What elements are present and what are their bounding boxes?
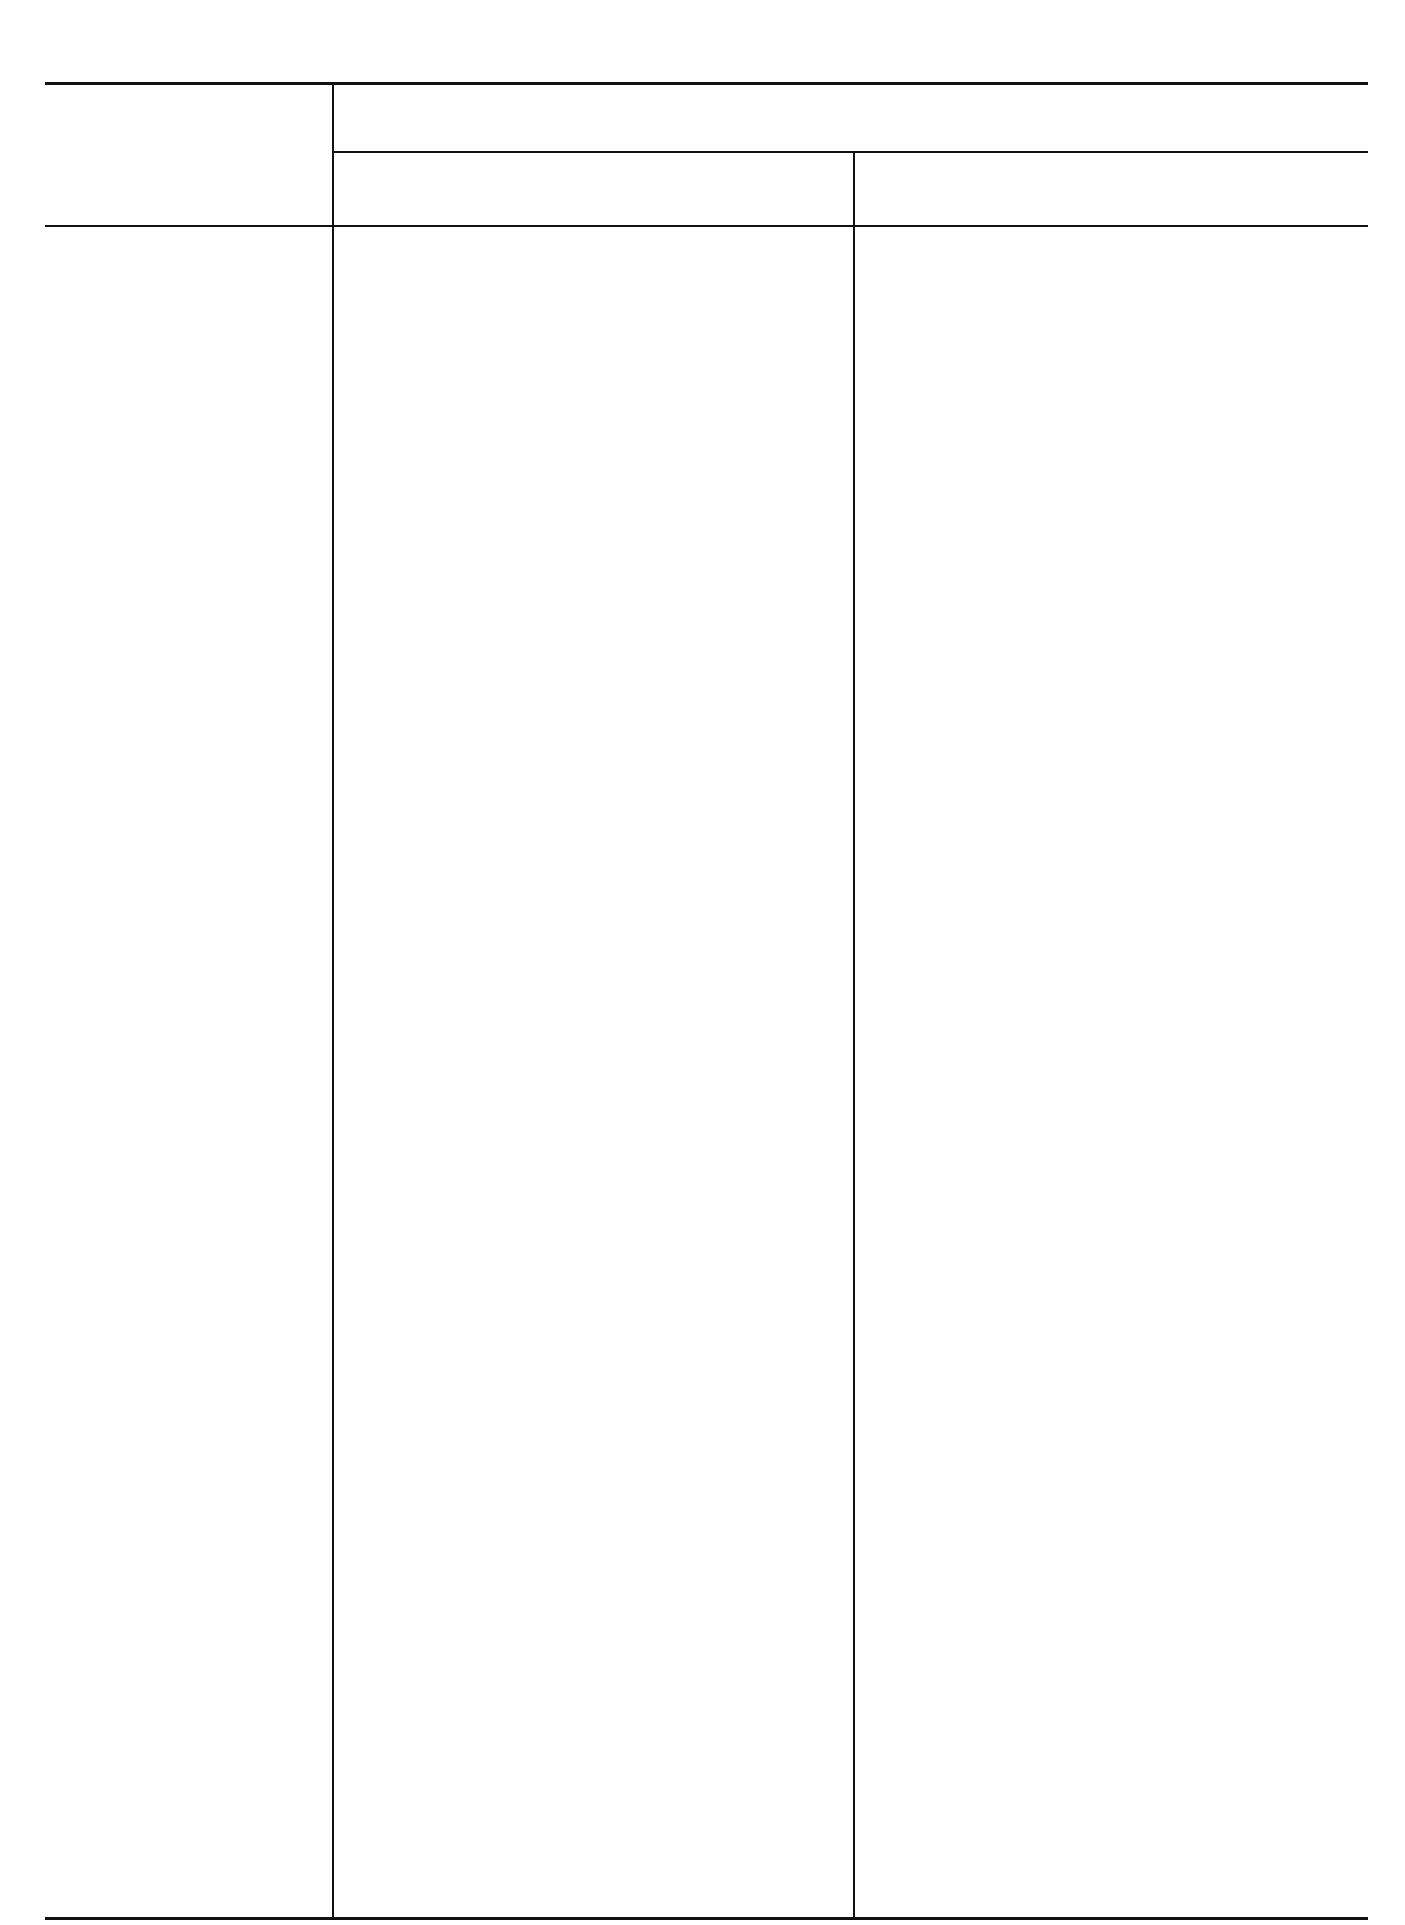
column-divider (853, 227, 855, 1917)
table-body (45, 227, 1368, 1917)
header-item (45, 85, 332, 225)
tech-trend-table (45, 82, 1368, 1920)
header-future-plan (853, 153, 1368, 225)
column-divider (332, 227, 334, 1917)
header-overview (332, 85, 1368, 153)
header-current-year (332, 153, 853, 225)
table-header (45, 85, 1368, 227)
